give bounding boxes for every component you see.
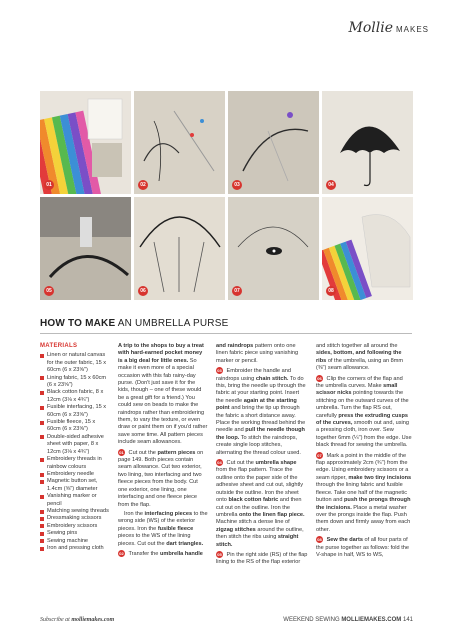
material-item: Sewing machine [40,538,110,545]
step-badge: 08 [326,286,336,296]
bold-text: pull the needle though the loop. [216,427,305,441]
step-01b-paragraph [118,511,208,548]
text: and stitch together all around the [316,343,398,349]
text: To stitch the raindrops, create single loop stitches, alternating the thread colour used. [216,434,301,456]
bold-text: Sew the darts [326,537,363,544]
step-04-paragraph [216,459,308,549]
magnetic-button-image [228,197,319,300]
material-item: Fusible fleece, 15 x 60cm (6 x 23⅝") [40,419,110,434]
article-title [40,318,228,329]
photo-step-03 [228,91,319,194]
step-06-paragraph [316,375,412,450]
bold-text: again at the starting point [216,397,297,412]
photo-step-07 [228,197,319,300]
step-badge: 05 [44,286,54,296]
bold-text: sides, bottom, and following the ribs [316,350,402,364]
purse-darts-image [322,197,413,300]
text: and bring the tip up through the fabric a short distance away. Place the working thread behind the needle and [216,405,306,434]
logo-caps: MAKES [395,25,429,34]
material-item: Sewing pins [40,530,110,537]
material-item: Dressmaking scissors [40,515,110,522]
title-divider [40,333,412,334]
step-number: 03 [217,368,222,374]
text: and then cut out on the outline. Iron the umbrella [216,497,302,518]
photo-step-04 [322,91,413,194]
step-badge: 03 [232,180,242,190]
text: pieces to the WS of the lining pieces. Cut out the [118,533,191,547]
material-item: Magnetic button set, 1.4cm (⅝") diameter [40,478,110,493]
material-item: Embroidery needle [40,471,110,478]
bold-text: pattern pieces [157,449,196,456]
instructions-column-3 [316,343,412,561]
material-item: Lining fabric, 15 x 60cm (6 x 23⅝") [40,375,110,390]
bold-text: straight stitch. [216,534,299,548]
intro-paragraph [118,343,208,447]
intro-bold: A trip to the shops to buy a treat with hard-earned pocket money is a big deal for little ones. [118,343,204,364]
instructions-column-2 [216,343,308,569]
intro-text: So make it even more of a special occasion with this fab rainy-day purse. (Don't just save it for the kids, though – one of these would be a great gift for a friend.) You could sew on beads to make the raindrops rather than embroidering them, to vary the texture, or even draw or paint them on if you'd rather save some time. All pattern pieces include seam allowances. [118,357,208,446]
text: Cut out the [225,460,256,467]
material-item: Embroidery scissors [40,523,110,530]
step-badge: 01 [44,180,54,190]
step-number: 02 [119,550,124,556]
footer-text: Subscribe at [40,617,72,623]
bold-text: make two tiny incisions [348,474,412,481]
text: smooth out and, using a pressing cloth, iron over. Sew together 6mm (¼") from the edge. Use black thread for sewing the umbrella. [316,420,412,449]
text: from the flap pattern. Trace the outline onto the paper side of the adhesive sheet and cut out, slightly outside the outline. Iron the sheet onto [216,467,304,504]
step-badge: 06 [138,286,148,296]
logo-script: Mollie [348,20,393,36]
text: around the outline, then stitch the ribs using [216,526,304,541]
material-item: Double-sided adhesive sheet with paper, 8 x 12cm (3⅛ x 4¾") [40,434,110,456]
step-05-paragraph [216,551,308,567]
step-number: 08 [317,537,322,543]
text: of all four parts of the purse together as follows: fold the V-shape in half, WS to WS, [316,537,409,558]
text: Machine stitch a dense line of [216,519,290,526]
text: Iron the [124,510,145,517]
section-label: WEEKEND SEWING [283,617,342,623]
material-item: Fusible interfacing, 15 x 60cm (6 x 23⅝") [40,404,110,419]
magazine-logo [349,20,430,36]
bold-text: small scissor nicks [316,383,398,397]
rainbow-fabric-image [40,91,131,194]
step-number: 01 [119,449,124,455]
photo-step-06 [134,197,225,300]
bold-text: push the prongs through the incisions. [316,497,411,511]
material-item: Embroidery threads in rainbow colours [40,456,110,471]
page-number: 141 [401,617,413,623]
step-number: 04 [217,460,222,466]
footer-folio [283,617,413,623]
bold-text: zigzag stitches [216,526,256,533]
material-item: Black cotton fabric, 8 x 12cm (3⅛ x 4¾") [40,389,110,404]
page-header [0,0,453,50]
text: to the wrong side (WS) of the exterior pieces. Iron the [118,510,208,532]
step-02-paragraph [118,550,208,558]
step-08-paragraph [316,536,412,559]
text: Place a metal washer over the prongs inside the flap. Push them down and firmly away from each other. [316,504,411,533]
text: Clip the corners of the flap and the umbrella curves. Make [316,375,403,390]
step-number: 05 [217,551,222,557]
step-badge: 02 [138,180,148,190]
flap-outline-image [134,197,225,300]
instructions-column-1 [118,343,208,560]
text: To do this, bring the needle up through the fabric at your starting point. Insert the needle [216,375,306,404]
material-item: Matching sewing threads [40,508,110,515]
materials-column [40,343,110,552]
bold-text: onto the linen flap piece. [239,511,305,518]
text: Transfer the [127,550,160,557]
text: of the umbrella, using an 8mm (⅜") seam allowance. [316,357,404,372]
title-rest: AN UMBRELLA PURSE [115,318,229,329]
bold-text: umbrella shape [255,460,297,467]
photo-step-01 [40,91,131,194]
text: on page 149. Both pieces contain seam allowance. Cut two exterior, two lining, two interfacing and two fleece pieces from the body. Cut one exterior, one lining, one interfacing and one fleece piece from the flap. [118,449,204,508]
text: pointing towards the stitching on the outward curves of the umbrella. Turn the flap RS out, carefully [316,390,409,419]
bold-text: and raindrops [216,343,254,349]
material-item: Vanishing marker or pencil [40,493,110,508]
step-badge: 04 [326,180,336,190]
photo-grid [40,91,412,300]
photo-step-05 [40,197,131,300]
title-bold: HOW TO MAKE [40,318,116,329]
step-number: 06 [317,375,322,381]
footer-link[interactable]: molliemakes.com [71,617,115,623]
text: Embroider the handle and raindrops using [216,368,291,382]
black-umbrella-image [322,91,413,194]
text: Pin the right side (RS) of the flap lining to the RS of the flap exterior [216,551,308,566]
photo-step-08 [322,197,413,300]
step-02-cont [216,343,308,365]
step-01-paragraph [118,449,208,509]
step-03-paragraph [216,367,308,457]
bold-text: dart triangles. [166,540,204,547]
bold-text: press the extruding cusps of the curves, [316,412,409,427]
text: through the lining fabric and fusible fleece. Take one half of the magnetic button and [316,482,408,504]
photo-step-02 [134,91,225,194]
embroidery-needle-image [134,91,225,194]
site-name: MOLLIEMAKES.COM [341,617,402,623]
step-05-cont [316,343,412,373]
text: Cut out the [127,449,158,456]
footer-subscribe [40,617,114,623]
step-07-paragraph [316,452,412,534]
bold-text: black cotton fabric [228,497,279,504]
step-number: 07 [317,452,322,458]
bold-text: chain stitch. [255,375,289,382]
chain-stitch-image [228,91,319,194]
bold-text: interfacing pieces [144,510,193,517]
step-badge: 07 [232,286,242,296]
materials-heading: MATERIALS [40,343,78,349]
text: Mark a point in the middle of the flap approximately 2cm (¾") from the edge. Using embroidery scissors or a seam ripper, [316,452,409,481]
bold-text: umbrella handle [159,550,203,557]
material-item: Iron and pressing cloth [40,545,110,552]
bold-text: fusible fleece [157,525,194,532]
sewing-machine-image [40,197,131,300]
text: pattern onto one linen fabric piece using vanishing marker or pencil. [216,343,299,364]
material-item: Linen or natural canvas for the outer fabric, 15 x 60cm (6 x 23⅝") [40,352,110,374]
